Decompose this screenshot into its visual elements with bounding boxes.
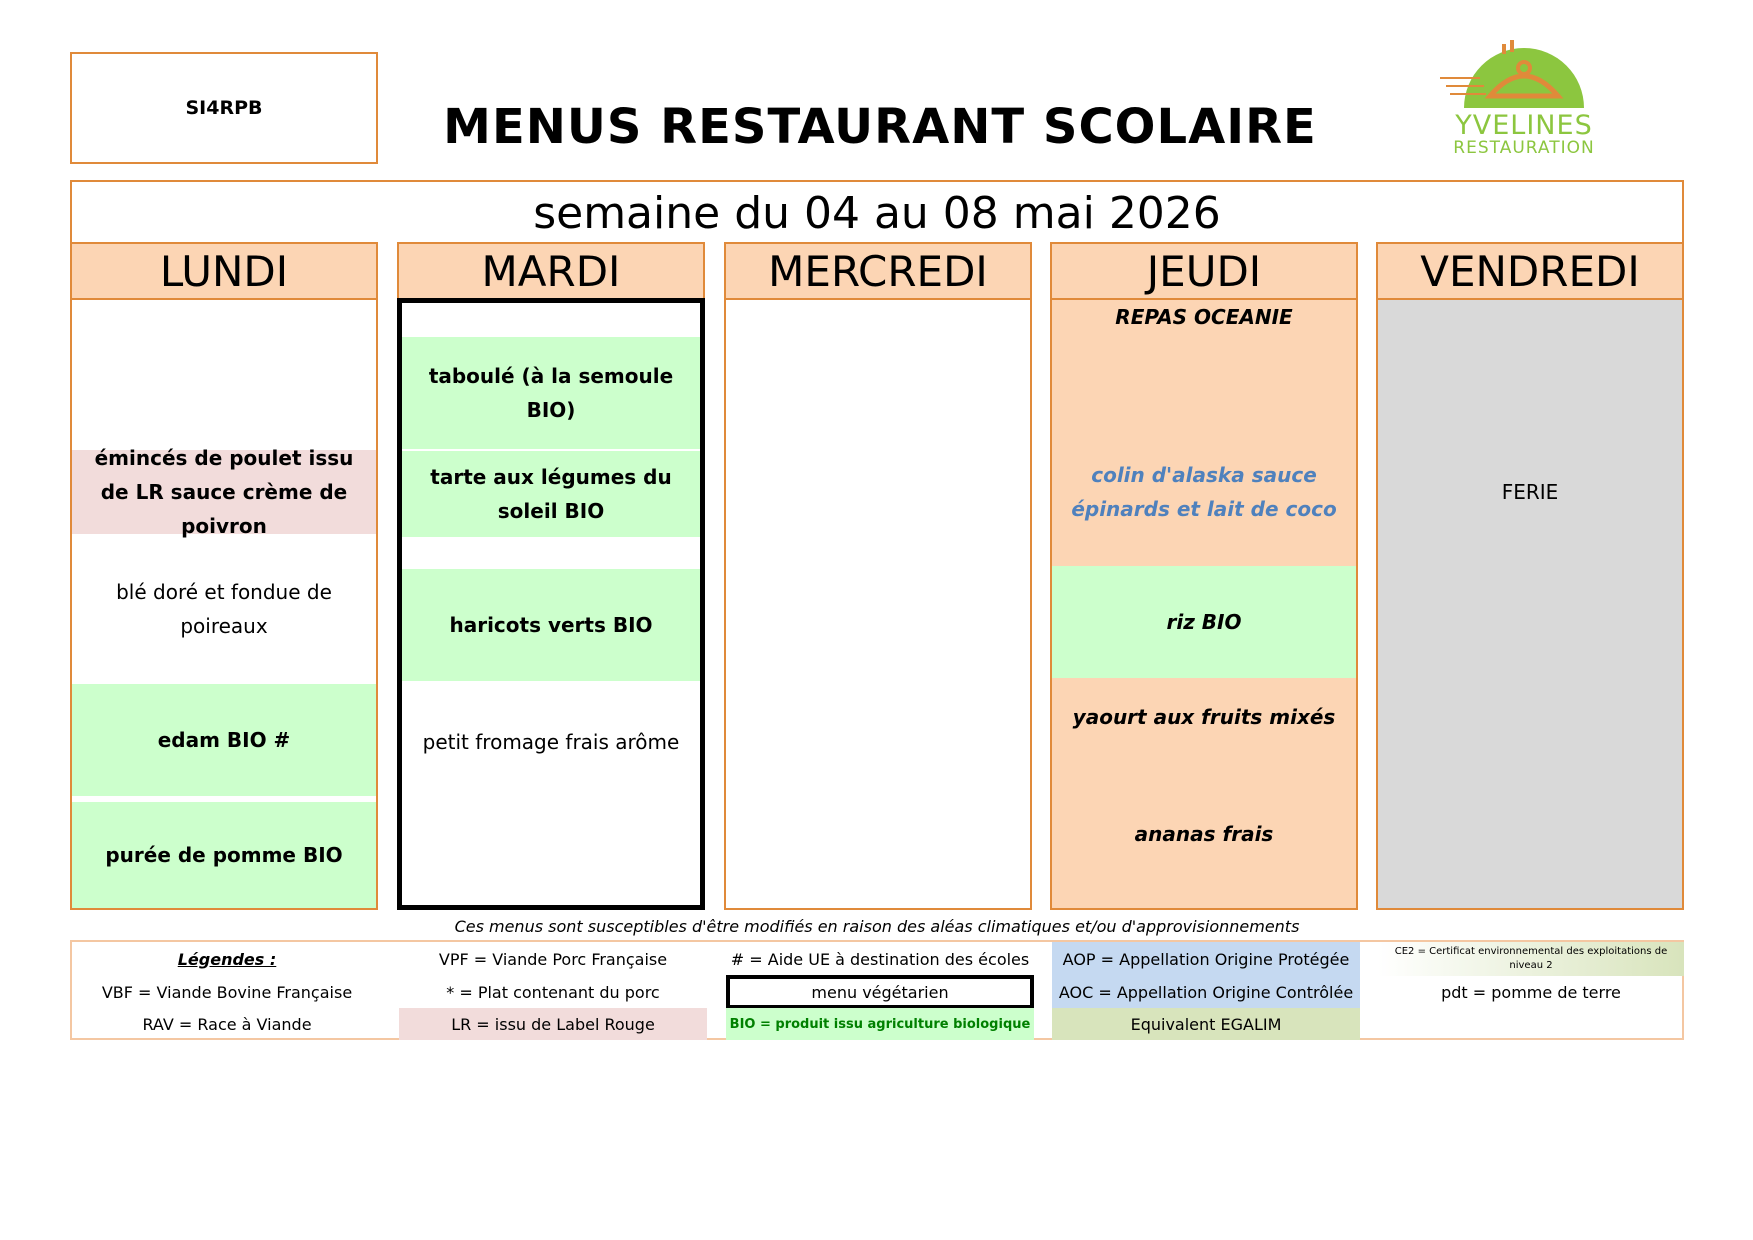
legend-vegetarien: menu végétarien	[726, 975, 1034, 1009]
page-title: MENUS RESTAURANT SCOLAIRE	[443, 99, 1317, 155]
menu-item-laitage: edam BIO #	[72, 684, 376, 796]
legend-vbf: VBF = Viande Bovine Française	[101, 982, 353, 1002]
school-name: SI4RPB	[185, 97, 263, 119]
day-header-mardi: MARDI	[397, 242, 705, 300]
logo-text-line2: RESTAURATION	[1453, 138, 1595, 158]
menu-item-accompagnement: blé doré et fondue de poireaux	[116, 580, 332, 638]
week-label: semaine du 04 au 08 mai 2026	[533, 187, 1221, 239]
legend-aoc: AOC = Appellation Origine Contrôlée	[1052, 975, 1360, 1009]
legend-porc: * = Plat contenant du porc	[446, 982, 660, 1002]
day-header-vendredi: VENDREDI	[1376, 242, 1684, 300]
theme-label: REPAS OCEANIE	[1115, 305, 1293, 329]
legend-aop: AOP = Appellation Origine Protégée	[1052, 942, 1360, 976]
legend-title-cell	[72, 942, 382, 976]
legend-label-rouge: LR = issu de Label Rouge	[399, 1008, 707, 1040]
legend-rav: RAV = Race à Viande	[142, 1014, 312, 1034]
legend-title: Légendes :	[177, 949, 277, 969]
yvelines-restauration-logo	[1440, 38, 1608, 158]
legend-pdt: pdt = pomme de terre	[1441, 982, 1621, 1002]
school-name-box	[70, 52, 378, 164]
legend-aide-ue: # = Aide UE à destination des écoles	[730, 949, 1030, 969]
day-column-mercredi	[724, 298, 1032, 910]
menu-item-plat: tarte aux légumes du soleil BIO	[402, 451, 700, 537]
day-header-mercredi: MERCREDI	[724, 242, 1032, 300]
menu-item-laitage: petit fromage frais arôme	[422, 730, 680, 754]
disclaimer-note: Ces menus sont susceptibles d'être modifiés en raison des aléas climatiques et/ou d'approvisionnements	[454, 916, 1300, 936]
logo-text-line1: YVELINES	[1455, 110, 1593, 141]
day-column-jeudi	[1050, 298, 1358, 910]
menu-item-accompagnement: riz BIO	[1052, 566, 1356, 678]
menu-item-entree: taboulé (à la semoule BIO)	[402, 337, 700, 449]
day-column-lundi	[70, 298, 378, 910]
legend-egalim: Equivalent EGALIM	[1052, 1008, 1360, 1040]
day-column-mardi	[397, 298, 705, 910]
day-header-lundi: LUNDI	[70, 242, 378, 300]
week-range	[70, 180, 1684, 244]
holiday-label: FERIE	[1501, 480, 1559, 504]
legend-box	[70, 940, 1684, 1040]
day-header-jeudi: JEUDI	[1050, 242, 1358, 300]
menu-item-dessert: purée de pomme BIO	[72, 802, 376, 908]
menu-item-accompagnement: haricots verts BIO	[402, 569, 700, 681]
menu-item-laitage: yaourt aux fruits mixés	[1072, 705, 1336, 729]
menu-item-plat: émincés de poulet issu de LR sauce crème de poivron	[72, 450, 376, 534]
legend-ce2: CE2 = Certificat environnemental des exploitations de niveau 2	[1378, 942, 1684, 976]
legend-vpf: VPF = Viande Porc Française	[438, 949, 668, 969]
menu-item-plat: colin d'alaska sauce épinards et lait de coco	[1071, 463, 1337, 521]
menu-item-entree	[72, 300, 376, 450]
legend-bio: BIO = produit issu agriculture biologique	[726, 1008, 1034, 1040]
menu-item-dessert: ananas frais	[1134, 822, 1274, 846]
day-column-vendredi	[1376, 298, 1684, 910]
